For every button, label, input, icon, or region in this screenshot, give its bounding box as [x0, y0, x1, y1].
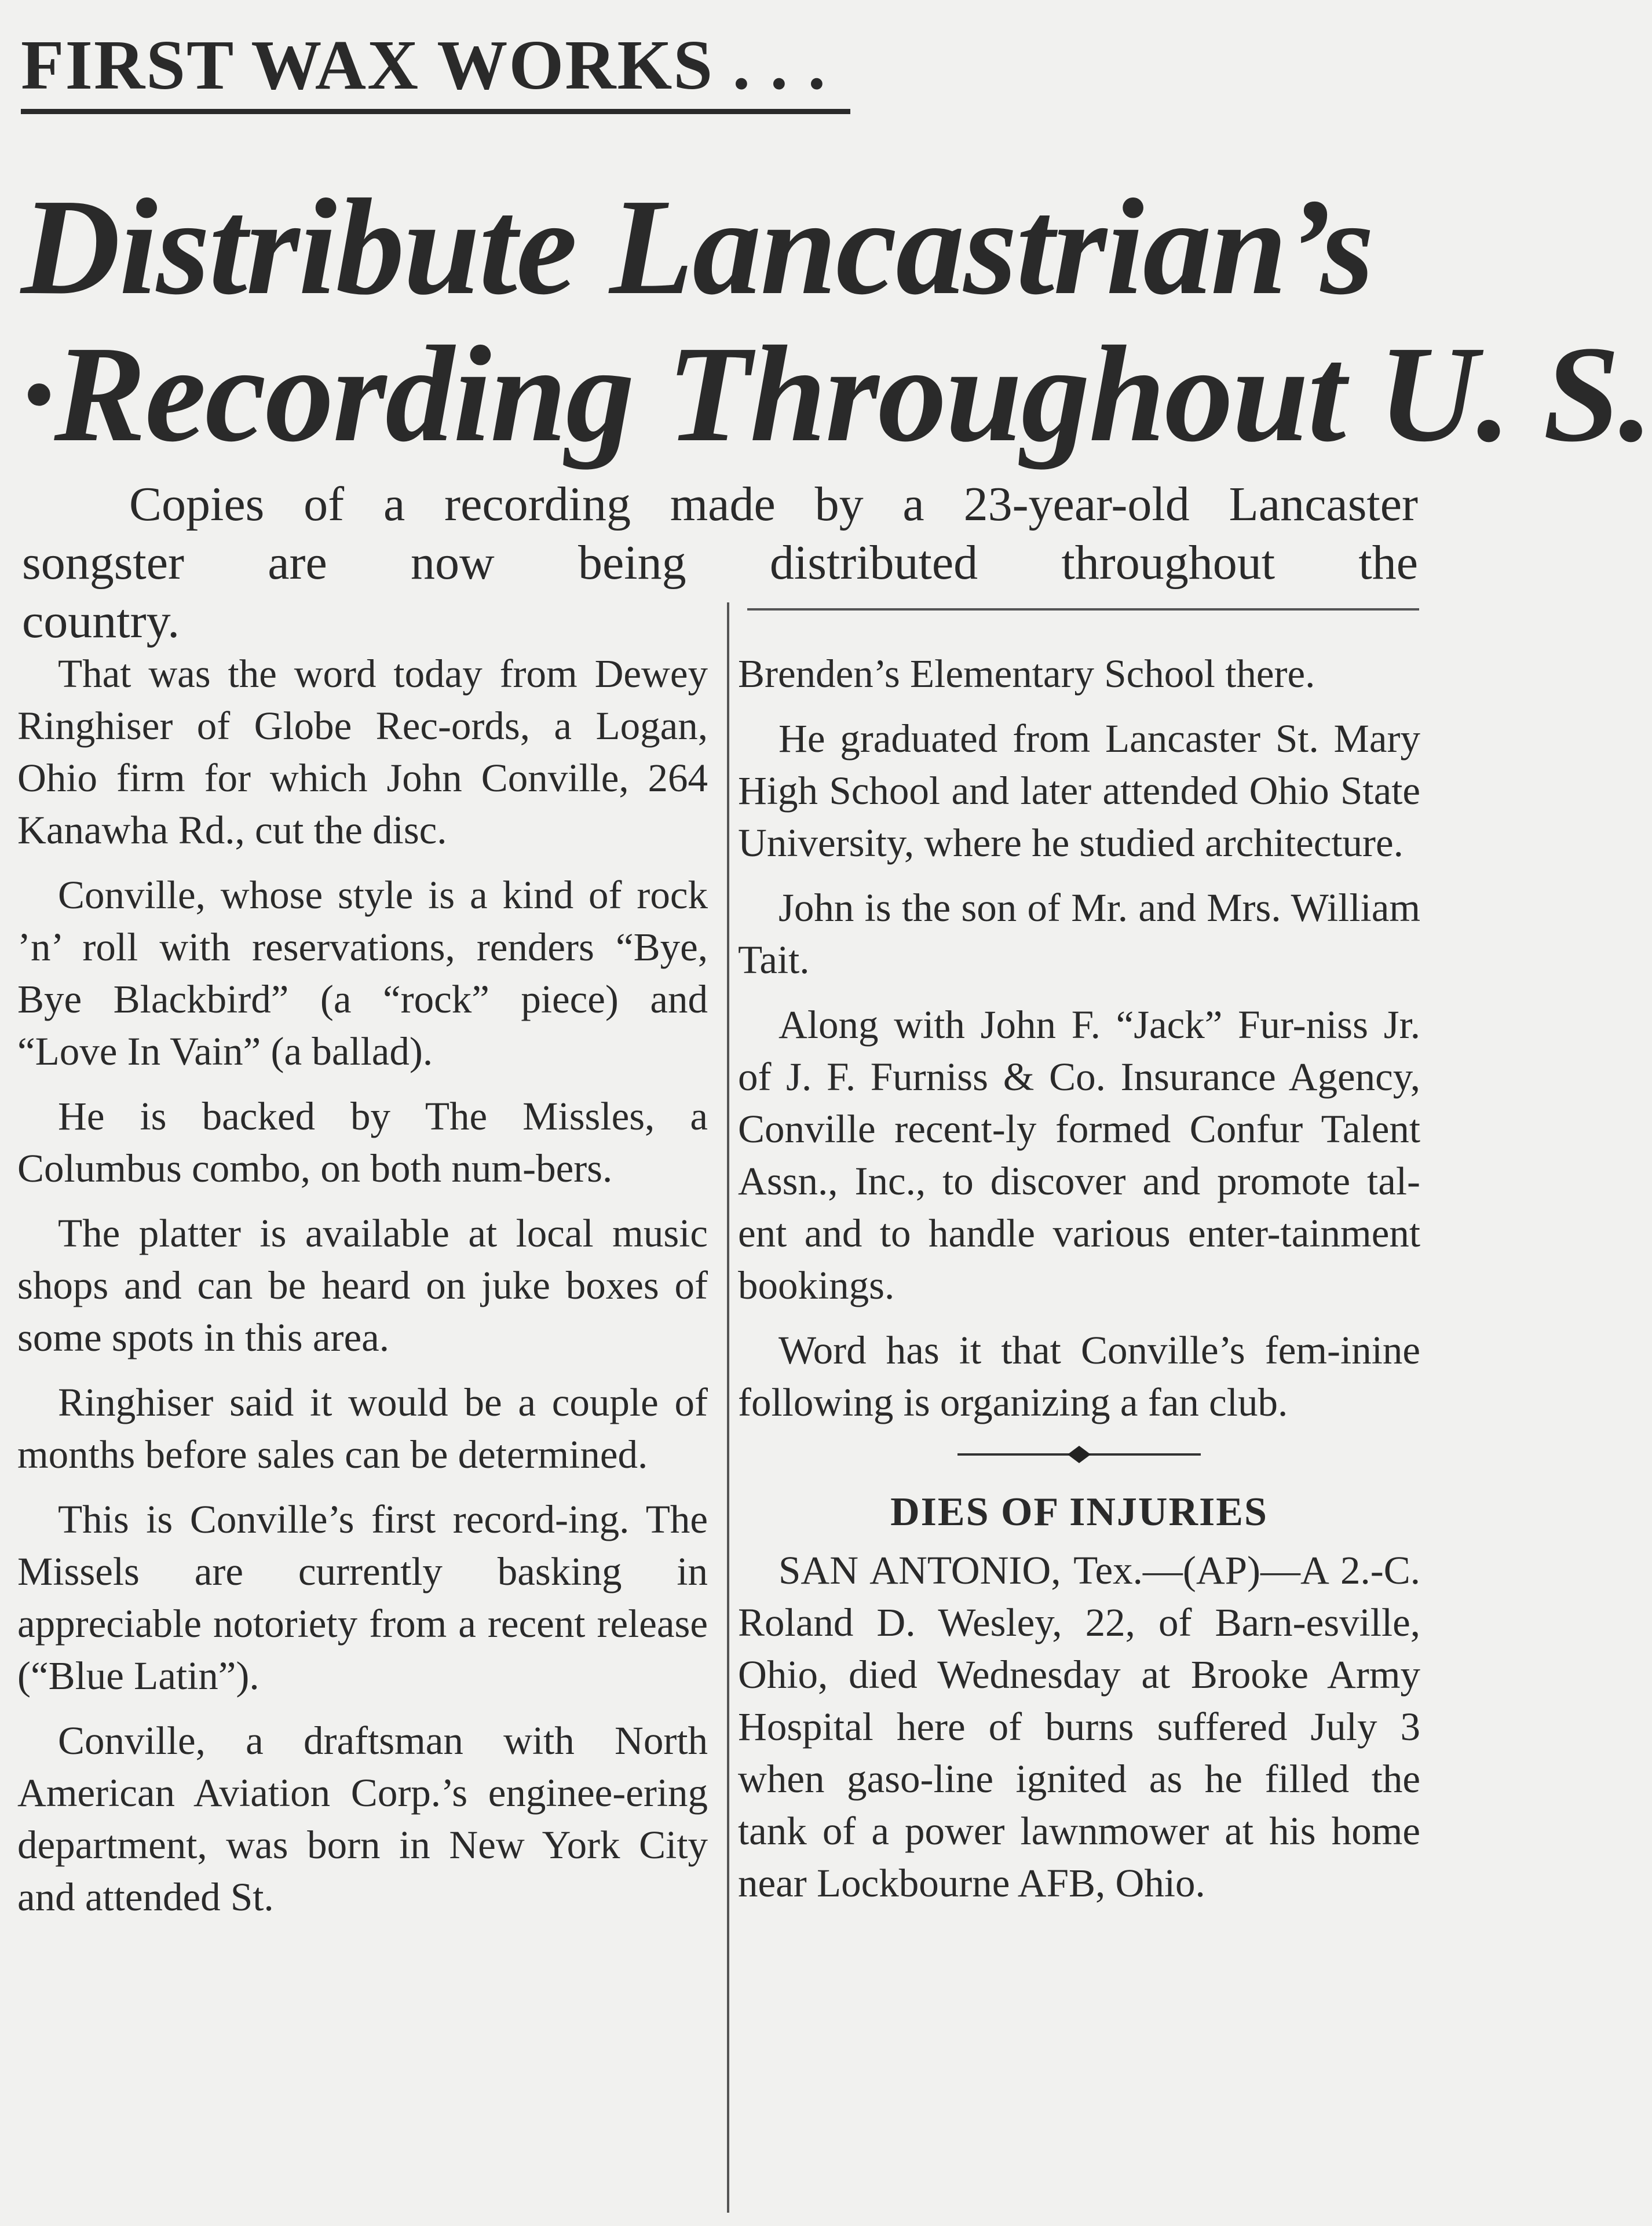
- lede-paragraph: [22, 475, 1418, 650]
- article-paragraph: Conville, a draftsman with North American Aviation Corp.’s enginee-ering department, was born in New York City and attended St.: [17, 1719, 708, 1919]
- article-paragraph: Along with John F. “Jack” Fur-niss Jr. of J. F. Furniss & Co. Insurance Agency, Conville recent-ly formed Confur Talent Assn., Inc., to discover and promote tal-ent and to handle various enter-tainment bookings.: [738, 1003, 1420, 1307]
- right-column: [738, 648, 1420, 1922]
- second-story-body: SAN ANTONIO, Tex.—(AP)—A 2.-C. Roland D. Wesley, 22, of Barn-esville, Ohio, died Wednesday at Brooke Army Hospital here of burns suffered July 3 when gaso-line ignited as he filled the tank of a power lawnmower at his home near Lockbourne AFB, Ohio.: [738, 1548, 1420, 1905]
- left-column: [17, 648, 708, 1936]
- column-rule: [727, 602, 729, 2213]
- article-paragraph: Word has it that Conville’s fem-inine following is organizing a fan club.: [738, 1328, 1420, 1424]
- lede-line-1: Copies of a recording made by a 23-year-old Lancaster: [129, 477, 1418, 531]
- article-continuation: Brenden’s Elementary School there.: [738, 652, 1315, 696]
- article-paragraph: Conville, whose style is a kind of rock ’n’ roll with reservations, renders “Bye, Bye Blackbird” (a “rock” piece) and “Love In Vain” (a ballad).: [17, 873, 708, 1073]
- article-paragraph: This is Conville’s first record-ing. The Missels are currently basking in appreciable notoriety from a recent release (“Blue Latin”).: [17, 1497, 708, 1698]
- article-paragraph: He is backed by The Missles, a Columbus combo, on both num-bers.: [17, 1094, 708, 1190]
- lede-line-2: songster are now being distributed throughout the: [22, 536, 1418, 590]
- article-paragraph: The platter is available at local music shops and can be heard on juke boxes of some spots in this area.: [17, 1211, 708, 1359]
- lede-line-3: country.: [22, 594, 180, 648]
- headline: [21, 171, 1652, 470]
- kicker: FIRST WAX WORKS . . .: [21, 22, 850, 114]
- second-story-headline: DIES OF INJURIES: [890, 1490, 1268, 1534]
- lede-rule: [747, 608, 1419, 611]
- article-paragraph: Ringhiser said it would be a couple of months before sales can be determined.: [17, 1380, 708, 1476]
- section-divider-ornament: [957, 1446, 1201, 1463]
- diamond-icon: [1068, 1446, 1091, 1463]
- article-paragraph: That was the word today from Dewey Ringhiser of Globe Rec-ords, a Logan, Ohio firm for which John Conville, 264 Kanawha Rd., cut the disc.: [17, 652, 708, 852]
- article-paragraph: John is the son of Mr. and Mrs. William Tait.: [738, 886, 1420, 982]
- article-paragraph: He graduated from Lancaster St. Mary High School and later attended Ohio State University, where he studied architecture.: [738, 717, 1420, 865]
- headline-line-2: ·Recording Throughout U. S.: [21, 318, 1652, 470]
- headline-line-1: Distribute Lancastrian’s: [21, 171, 1373, 323]
